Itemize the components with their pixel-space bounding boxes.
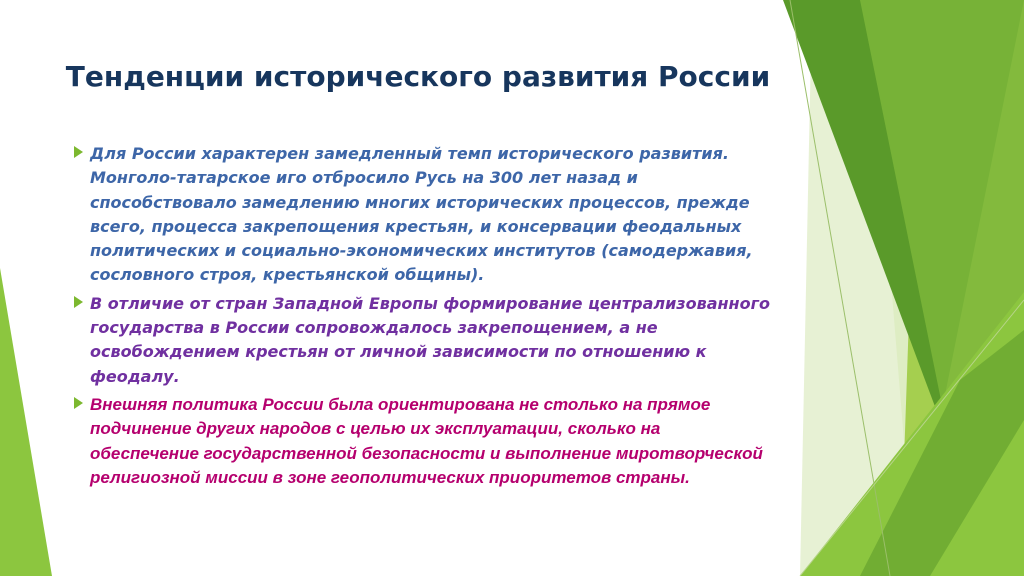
green-triangle-arrow-icon <box>74 397 83 409</box>
bullet-text: Для России характерен замедленный темп исторического развития. Монголо-татарское иго отбросило Русь на 300 лет назад и способствовало замедлению многих исторических процессов, прежде всего, процесса закрепощения крестьян, и консервации феодальных политических и социально-экономических институтов (самодержавия, сословного строя, крестьянской общины). <box>90 144 753 285</box>
bullet-item <box>72 292 772 389</box>
bullet-text: Внешняя политика России была ориентирована не столько на прямое подчинение других народов с целью их эксплуатации, сколько на обеспечение государственной безопасности и выполнение миротворческой религиозной миссии в зоне геополитических приоритетов страны. <box>90 394 763 487</box>
bullet-item <box>72 142 772 288</box>
green-triangle-arrow-icon <box>74 146 83 158</box>
left-green-triangle <box>0 268 52 576</box>
bullet-text: В отличие от стран Западной Европы формирование централизованного государства в России сопровождалось закрепощением, а не освобождением крестьян от личной зависимости по отношению к феодалу. <box>90 293 770 386</box>
bullet-list <box>72 142 772 494</box>
green-triangle-arrow-icon <box>74 296 83 308</box>
slide-title: Тенденции исторического развития России <box>65 60 771 93</box>
bullet-item <box>72 393 772 490</box>
